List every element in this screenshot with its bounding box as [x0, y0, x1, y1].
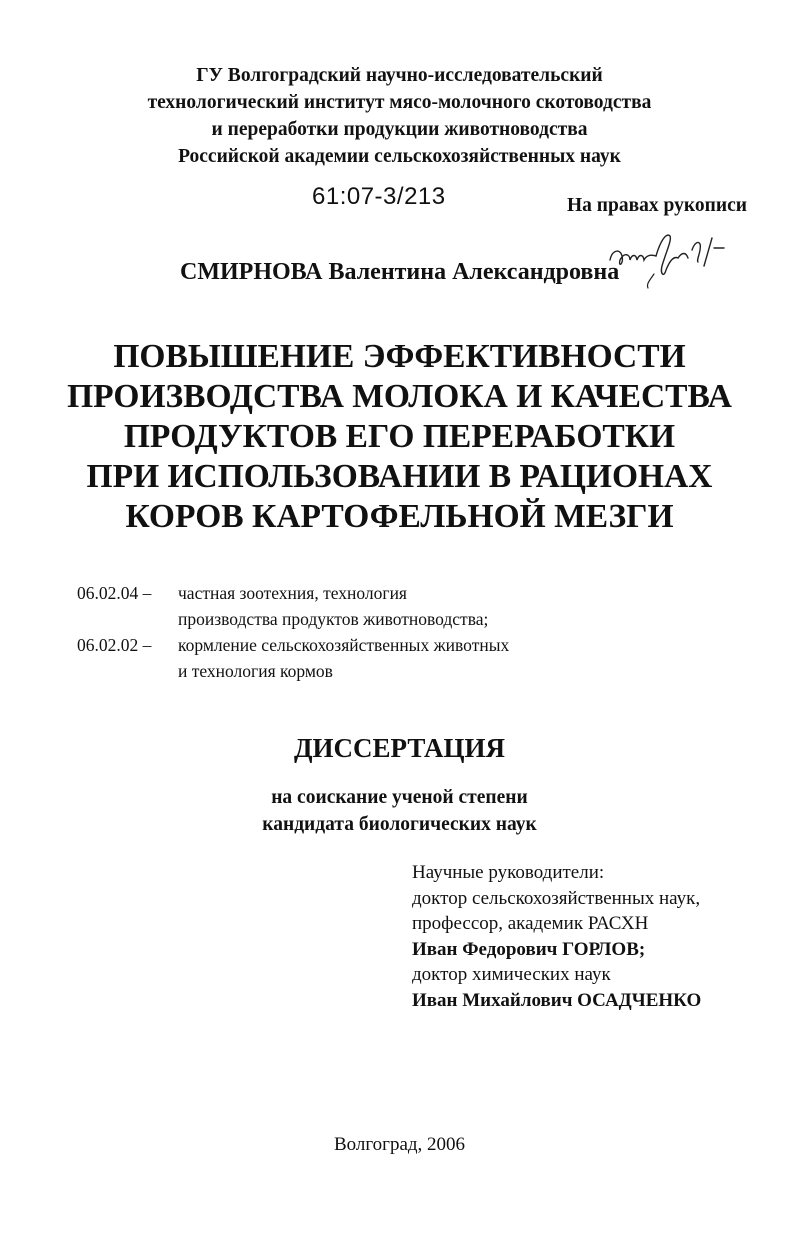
institution-line: ГУ Волгоградский научно-исследовательский	[196, 65, 603, 86]
supervisors-heading: Научные руководители:	[412, 862, 605, 883]
institution-header	[0, 62, 799, 170]
signature	[600, 222, 740, 292]
title-line: ПОВЫШЕНИЕ ЭФФЕКТИВНОСТИ	[113, 338, 686, 375]
institution-line: технологический институт мясо-молочного скотоводства	[147, 92, 652, 113]
document-type: ДИССЕРТАЦИЯ	[293, 733, 506, 763]
supervisor-name: Иван Федорович ГОРЛОВ;	[412, 938, 646, 960]
specialty-code: 06.02.02 –	[77, 635, 152, 655]
degree-line: на соискание ученой степени	[271, 787, 528, 808]
supervisor-position: профессор, академик РАСХН	[412, 913, 649, 934]
degree-statement	[0, 784, 799, 838]
institution-line: и переработки продукции животноводства	[211, 119, 588, 140]
specialty-line: и технология кормов	[178, 661, 333, 681]
specialty-line: кормление сельскохозяйственных животных	[178, 635, 510, 655]
supervisors-block	[412, 860, 701, 1013]
supervisor-name: Иван Михайлович ОСАДЧЕНКО	[412, 989, 702, 1011]
supervisor-degree: доктор сельскохозяйственных наук,	[412, 887, 701, 909]
specialty-item	[77, 580, 509, 632]
specialty-code: 06.02.04 –	[77, 583, 152, 603]
title-line: ПРИ ИСПОЛЬЗОВАНИИ В РАЦИОНАХ	[86, 458, 713, 495]
institution-line: Российской академии сельскохозяйственных наук	[178, 146, 621, 167]
title-line: ПРОИЗВОДСТВА МОЛОКА И КАЧЕСТВА	[67, 378, 732, 415]
city-year: Волгоград, 2006	[333, 1134, 466, 1155]
degree-line: кандидата биологических наук	[262, 814, 537, 835]
title-line: ПРОДУКТОВ ЕГО ПЕРЕРАБОТКИ	[123, 418, 676, 455]
specialty-line: производства продуктов животноводства;	[178, 609, 489, 629]
specialty-line: частная зоотехния, технология	[178, 583, 407, 603]
dissertation-title	[0, 337, 799, 537]
supervisor-degree: доктор химических наук	[412, 964, 611, 985]
rights-note: На правах рукописи	[567, 195, 747, 216]
catalog-code: 61:07-3/213	[312, 183, 446, 210]
author-name: СМИРНОВА Валентина Александровна	[180, 259, 620, 285]
specialties-list	[77, 580, 509, 684]
title-line: КОРОВ КАРТОФЕЛЬНОЙ МЕЗГИ	[125, 498, 674, 535]
specialty-item	[77, 632, 509, 684]
